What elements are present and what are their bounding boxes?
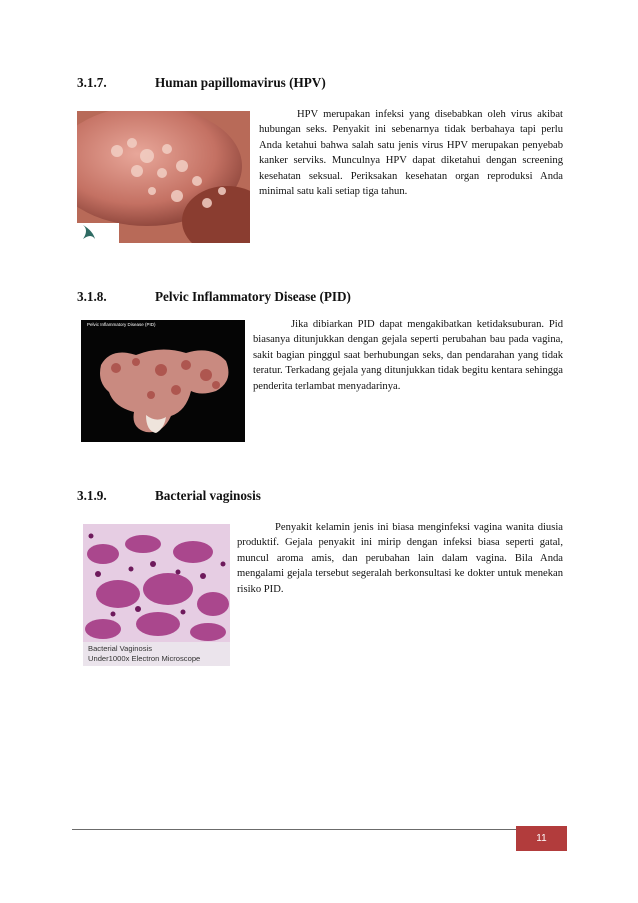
hpv-photo <box>77 111 250 243</box>
section-number: 3.1.7. <box>77 75 107 90</box>
section-number: 3.1.8. <box>77 289 107 304</box>
page-number-badge <box>516 826 567 851</box>
bv-micrograph-caption: Bacterial Vaginosis Under1000x Electron Microscope <box>88 644 201 663</box>
paragraph-hpv: HPV merupakan infeksi yang disebabkan oleh virus akibat hubungan seks. Penyakit ini sebenarnya tidak berbahaya tapi perlu Anda ketahui bahwa salah satu jenis virus HPV merupakan penyebab kanker serviks. Munculnya HPV dapat diketahui dengan screening kesehatan seksual. Periksakan kesehatan organ reproduksi Anda minimal satu kali setiap tiga tahun. <box>259 109 563 198</box>
section-title: Human papillomavirus (HPV) <box>155 75 326 90</box>
section-number: 3.1.9. <box>77 488 107 503</box>
section-title: Bacterial vaginosis <box>155 488 261 503</box>
paragraph-bv: Penyakit kelamin jenis ini biasa menginfeksi vagina wanita diusia produktif. Gejala penyakit ini mirip dengan infeksi biasa seperti gatal, muncul aroma amis, dan perubahan lain dalam vagina. Bila Anda mengalami gejala tersebut segeralah berkonsultasi ke dokter untuk menekan risiko PID. <box>237 522 563 595</box>
paragraph-pid: Jika dibiarkan PID dapat mengakibatkan ketidaksuburan. Pid biasanya ditunjukkan dengan gejala seperti perubahan bau pada vagina, sakit bagian pinggul saat berhubungan seks, dan pendarahan yang tidak teratur. Terkadang gejala yang ditunjukkan tidak begitu kentara sehingga penderita terlambat menyadarinya. <box>253 319 563 392</box>
page-number: 11 <box>536 833 547 844</box>
pid-photo <box>81 320 245 442</box>
section-title: Pelvic Inflammatory Disease (PID) <box>155 289 351 304</box>
bv-micrograph <box>83 524 230 666</box>
footer-divider <box>72 829 516 830</box>
pid-photo-caption: Pelvic Inflammatory Disease (PID) <box>87 322 156 327</box>
